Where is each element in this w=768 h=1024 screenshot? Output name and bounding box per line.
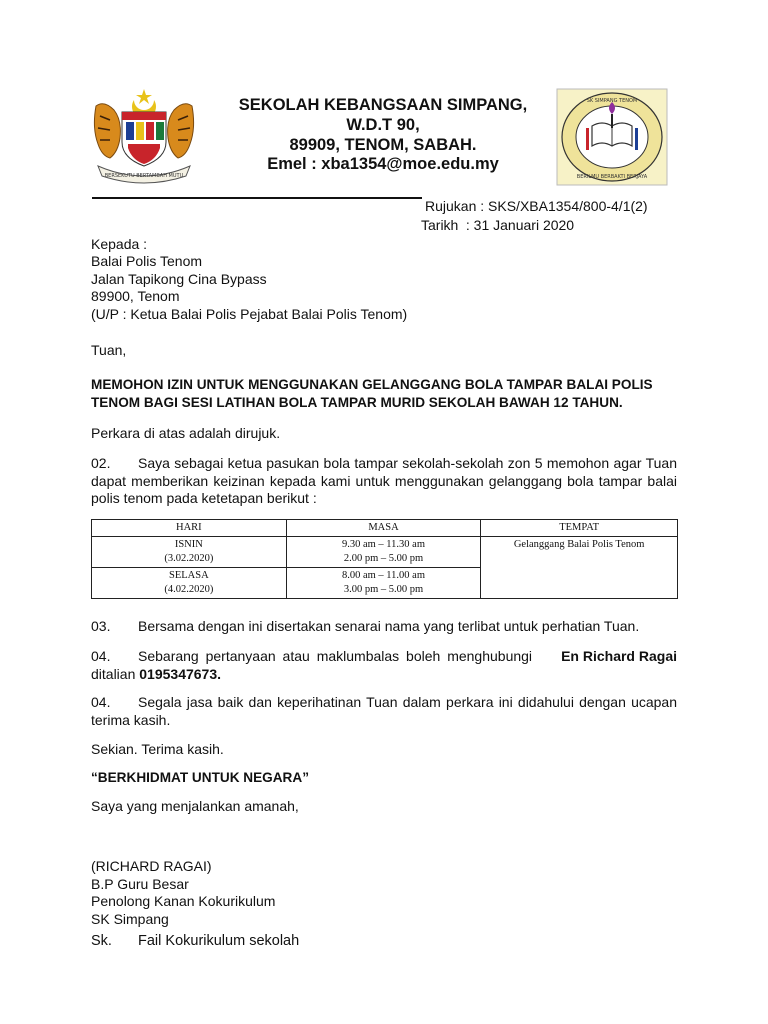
tarikh-label: Tarikh bbox=[421, 217, 459, 233]
signatory-role1: B.P Guru Besar bbox=[91, 876, 189, 892]
row1-time1: 9.30 am – 11.30 am bbox=[341, 539, 425, 550]
paragraph-04a-text: Sebarang pertanyaan atau maklumbalas boleh menghubungi bbox=[138, 648, 533, 664]
school-name: SEKOLAH KEBANGSAAN SIMPANG, bbox=[238, 96, 528, 114]
subject-line2: TENOM BAGI SESI LATIHAN BOLA TAMPAR MURID SEKOLAH BAWAH 12 TAHUN. bbox=[91, 395, 623, 410]
header-tempat: TEMPAT bbox=[481, 520, 678, 537]
signatory-school: SK Simpang bbox=[91, 911, 169, 927]
kepada-label: Kepada : bbox=[91, 236, 148, 252]
recipient-line4: (U/P : Ketua Balai Polis Pejabat Balai Polis Tenom) bbox=[91, 306, 408, 322]
header-hari: HARI bbox=[92, 520, 287, 537]
paragraph-03-text: Bersama dengan ini disertakan senarai nama yang terlibat untuk perhatian Tuan. bbox=[138, 618, 640, 634]
row2-day: SELASA bbox=[168, 570, 209, 581]
row2-time-cell bbox=[286, 568, 481, 599]
header-masa: MASA bbox=[286, 520, 481, 537]
recipient-line3: 89900, Tenom bbox=[91, 288, 180, 304]
row1-day: ISNIN bbox=[174, 539, 203, 550]
paragraph-03-number: 03. bbox=[91, 618, 111, 634]
paragraph-04b bbox=[91, 694, 677, 729]
school-address-line2: 89909, TENOM, SABAH. bbox=[289, 136, 477, 154]
school-logo-bottom-text: BERILMU BERBAKTI BERJAYA bbox=[576, 174, 648, 180]
contact-name: En Richard Ragai bbox=[561, 648, 677, 664]
header-divider bbox=[92, 197, 422, 199]
paragraph-03 bbox=[91, 618, 677, 636]
schedule-table bbox=[91, 519, 678, 599]
row2-time2: 3.00 pm – 5.00 pm bbox=[343, 584, 424, 595]
contact-phone: 0195347673. bbox=[139, 665, 222, 682]
closing-text: Sekian. Terima kasih. bbox=[91, 741, 224, 757]
paragraph-02-text: Saya sebagai ketua pasukan bola tampar sekolah-sekolah zon 5 memohon agar Tuan dapat memberikan keizinan kepada kami untuk menggunakan gelanggang bola tampar balai polis tenom pada ketetapan berikut : bbox=[91, 455, 677, 506]
paragraph-02 bbox=[91, 455, 677, 508]
tarikh-line bbox=[421, 217, 574, 234]
rujukan-label: Rujukan bbox=[425, 198, 477, 214]
row1-date: (3.02.2020) bbox=[164, 553, 214, 564]
subject-line1: MEMOHON IZIN UNTUK MENGGUNAKAN GELANGGANG BOLA TAMPAR BALAI POLIS bbox=[91, 377, 653, 392]
paragraph-04a bbox=[91, 648, 677, 683]
motto-text: “BERKHIDMAT UNTUK NEGARA” bbox=[91, 770, 309, 785]
school-logo-top-text: SK SIMPANG TENOM bbox=[586, 98, 638, 104]
table-row bbox=[92, 537, 678, 568]
row2-time1: 8.00 am – 11.00 am bbox=[341, 570, 425, 581]
row1-day-cell bbox=[92, 537, 287, 568]
paragraph-04b-text: Segala jasa baik dan keperihatinan Tuan dalam perkara ini didahului dengan ucapan terima kasih. bbox=[91, 694, 677, 728]
signatory-name: (RICHARD RAGAI) bbox=[91, 858, 212, 874]
rujukan-value: : SKS/XBA1354/800-4/1(2) bbox=[480, 198, 648, 214]
row1-time-cell bbox=[286, 537, 481, 568]
school-email: Emel : xba1354@moe.edu.my bbox=[267, 155, 499, 173]
tarikh-value: : 31 Januari 2020 bbox=[465, 217, 575, 233]
paragraph-04a-number: 04. bbox=[91, 648, 111, 664]
row2-date: (4.02.2020) bbox=[164, 584, 214, 595]
place-cell: Gelanggang Balai Polis Tenom bbox=[481, 537, 678, 599]
cc-line bbox=[91, 932, 299, 950]
row1-time2: 2.00 pm – 5.00 pm bbox=[343, 553, 424, 564]
table-header-row bbox=[92, 520, 678, 537]
rujukan-line bbox=[425, 198, 648, 215]
cc-text: Fail Kokurikulum sekolah bbox=[138, 933, 300, 949]
paragraph-04a-text2: ditalian bbox=[91, 665, 136, 682]
school-address-line1: W.D.T 90, bbox=[346, 116, 420, 134]
school-logo bbox=[556, 88, 668, 186]
row2-day-cell bbox=[92, 568, 287, 599]
paragraph-04b-number: 04. bbox=[91, 694, 111, 710]
salutation: Tuan, bbox=[91, 342, 127, 358]
trust-text: Saya yang menjalankan amanah, bbox=[91, 798, 299, 814]
recipient-line1: Balai Polis Tenom bbox=[91, 253, 203, 269]
cc-label: Sk. bbox=[91, 933, 112, 949]
paragraph-02-number: 02. bbox=[91, 455, 111, 471]
intro-text: Perkara di atas adalah dirujuk. bbox=[91, 425, 281, 441]
signatory-role2: Penolong Kanan Kokurikulum bbox=[91, 893, 276, 909]
crest-motto-text: BERSEKUTU BERTAMBAH MUTU bbox=[104, 173, 184, 179]
malaysia-coat-of-arms-logo bbox=[88, 86, 200, 184]
recipient-line2: Jalan Tapikong Cina Bypass bbox=[91, 271, 267, 287]
